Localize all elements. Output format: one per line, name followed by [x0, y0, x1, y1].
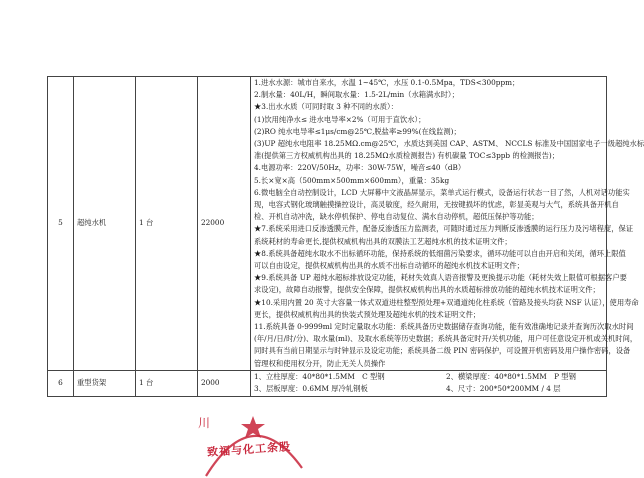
spec-line: 4.电源功率：220V/50Hz，功率：30W-75W，噪音≤40（dB）: [254, 163, 466, 173]
spec-line: (1)饮用纯净水≤ 进水电导率×2%（可用于直饮水）；: [254, 114, 426, 124]
price: 2000: [198, 370, 251, 396]
table-row: [48, 77, 607, 371]
specification-text: [251, 77, 644, 371]
spec-line: ★8.系统具备超纯水取水不出标循环功能，保持系统的低细菌污染要求，循环功能可以自由开启和关闭，循环上限值: [254, 248, 626, 258]
spec-line: 可以自由设定，提供权威机构出具的水质不出标自动循环的超纯水机技术证明文件；: [254, 261, 524, 271]
specification-text: [251, 370, 607, 396]
spec-line: 5.长×宽×高（500mm×500mm×600mm），重量：35kg: [254, 175, 450, 185]
spec-line: 现，电容式钢化玻璃触摸操控设计，高灵敏度，经久耐用，无按键损坏的忧虑，彰显美观与大气，系统具备开机自: [254, 200, 619, 210]
spec-line: ★9.系统具备 UP 超纯水超标排放设定功能，耗材失效真人语音报警及更换提示功能（耗材失效上限值可根据客户要: [254, 273, 627, 283]
spec-line: 1.进水水源：城市自来水，水温 1~45℃，水压 0.1-0.5Mpa，TDS<300ppm；: [254, 78, 520, 87]
spec-line: (2)RO 纯水电导率≤1μs/cm@25℃,脱盐率≥99%(在线监测)；: [254, 126, 461, 136]
spec-line: 系统耗材的寿命更长,提供权威机构出具的双膜法工艺超纯水机的技术证明文件；: [254, 236, 512, 246]
spec-line: 管理权和使用权分开，防止无关人员操作: [254, 358, 386, 368]
quantity: 1 台: [136, 370, 198, 396]
specification-table: [47, 76, 644, 397]
spec-line: 2.制水量：40L/H，瞬间取水量：1.5-2L/min（水箱满水时）；: [254, 90, 459, 100]
spec-line: 6.微电脑全自动控制设计，LCD 大屏幕中文液晶屏显示，菜单式运行模式，设备运行状态一目了然，人机对话功能实: [254, 187, 630, 197]
spec-line: 同时具有当前日期显示与时钟显示及设定功能；系统具备二级 PIN 密码保护，可设置开机密码及用户操作密码，设备: [254, 346, 631, 356]
spec-item: 4、尺寸：200*50*200MM / 4 层: [445, 384, 561, 394]
spec-line: 检、开机自动冲洗，缺水停机保护、停电自动复位、满水自动停机，超低压保护等功能；: [254, 212, 539, 222]
spec-line: 11.系统具备 0-9999ml 定时定量取水功能：系统具备历史数据储存查询功能，能有效准确地记录并查询历次取水时间: [254, 322, 634, 332]
spec-line: 准(提供第三方权威机构出具的 18.25MΩ水质检测报告) 有机碳量 TOC≤3ppb 的检测报告)；: [254, 151, 560, 161]
spec-line: (年/月/日/时/分)、取水量(ml)、及取水系统等历史数据；系统具备定时开/关机功能，用户可任意设定开机或关机时间，: [254, 334, 638, 344]
spec-line: ★7.系统采用进口反渗透膜元件，配备反渗透压力监测表，可随时通过压力判断反渗透膜的运行压力及污堵程度，保证: [254, 224, 634, 234]
spec-item: 2、横梁厚度：40*80*1.5MM P 型钢: [445, 372, 576, 382]
spec-line: (3)UP 超纯水电阻率 18.25MΩ.cm@25℃，水质达到美国 CAP、ASTM、 NCCLS 标准及中国国家电子一级超纯水标: [254, 139, 644, 149]
price: 22000: [198, 77, 251, 371]
product-name: 超纯水机: [74, 77, 136, 371]
spec-item: 3、层板厚度：0.6MM 厚冷轧钢板: [254, 384, 368, 394]
spec-line: ★3.出水水质（可同时取 3 种不同的水质）：: [254, 102, 398, 112]
table-row: [48, 370, 607, 396]
row-number: 6: [48, 370, 74, 396]
seal-mark: 川: [198, 416, 211, 430]
spec-item: 1、立柱厚度：40*80*1.5MM C 型钢: [254, 372, 385, 382]
product-name: 重型货架: [74, 370, 136, 396]
seal-text: 致福与化工条股: [206, 440, 292, 459]
quantity: 1 台: [136, 77, 198, 371]
spec-line: ★10.采用内置 20 英寸大容量一体式双道进柱整型预处理+双通道纯化柱系统（管路及接头均获 NSF 认证），使用寿命: [254, 297, 639, 307]
spec-line: 求设定)，故障自动报警，提供安全保障，提供权威机构出具的水质超标排放功能的超纯水机技术证明文件；: [254, 285, 600, 295]
spec-items-grid: [254, 371, 603, 395]
row-number: 5: [48, 77, 74, 371]
spec-line: 更长，提供权威机构出具的快装式预处理及超纯水机的技术证明文件；: [254, 309, 481, 319]
